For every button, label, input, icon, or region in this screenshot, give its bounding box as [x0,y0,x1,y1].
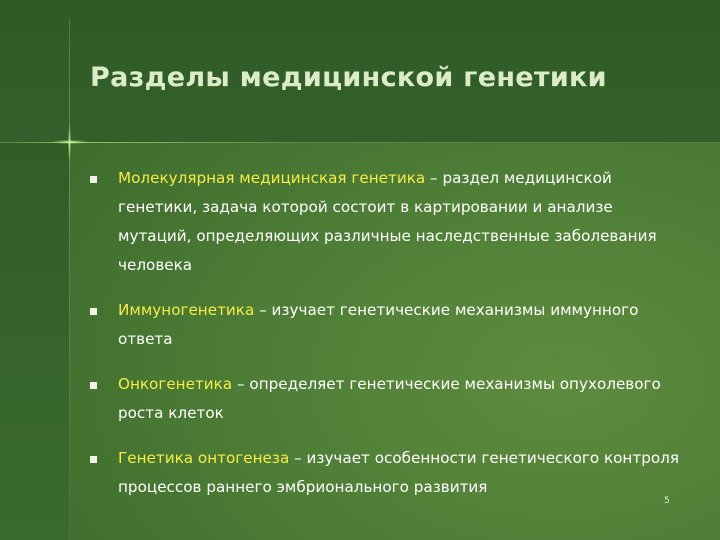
horizontal-divider-line [0,142,720,143]
sparkle-decoration-vertical [68,124,71,162]
vertical-divider-line [69,18,70,540]
square-bullet-icon [90,382,97,389]
bullet-item-ontogenesis [90,444,690,502]
bullet-term: Иммуногенетика [118,301,255,319]
bullet-text: – раздел медицинской генетики, задача которой состоит в картировании и анализе мутаций, определяющих различные наследственные заболевания человека [118,169,657,274]
left-band [0,142,70,540]
bullet-term: Генетика онтогенеза [118,449,290,467]
bullet-term: Онкогенетика [118,375,233,393]
bullet-text: – определяет генетические механизмы опухолевого роста клеток [118,375,661,422]
bullet-item-molecular [90,164,690,280]
square-bullet-icon [90,456,97,463]
bullet-item-oncogenetics [90,370,690,428]
square-bullet-icon [90,176,97,183]
bullet-text: – изучает особенности генетического контроля процессов раннего эмбрионального развития [118,449,679,496]
bullet-text: – изучает генетические механизмы иммунного ответа [118,301,639,348]
bullet-list [90,164,690,518]
slide-title: Разделы медицинской генетики [90,62,607,93]
bullet-term: Молекулярная медицинская генетика [118,169,426,187]
square-bullet-icon [90,308,97,315]
page-number: 5 [664,496,670,506]
bullet-item-immunogenetics [90,296,690,354]
